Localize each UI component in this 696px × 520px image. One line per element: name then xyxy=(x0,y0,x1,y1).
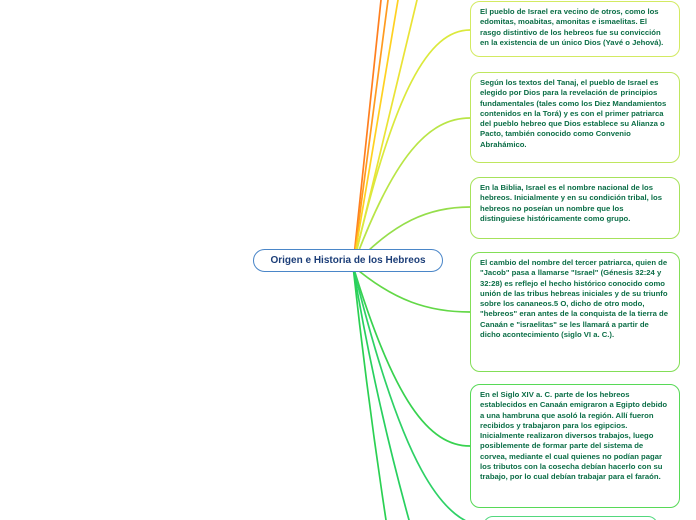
branch-node-2[interactable] xyxy=(470,72,680,163)
branch-node-2-text: Según los textos del Tanaj, el pueblo de Israel es elegido por Dios para la revelación de principios fundamentales (tales como los Diez Mandamientos contenidos en la Torá) y es con el primer patriarca del pueblo hebreo que Dios establece su Alianza o Pacto, también conocido como Convenio Abrahámico. xyxy=(480,78,667,149)
root-node[interactable] xyxy=(253,249,443,272)
connector-branch-1 xyxy=(353,30,470,266)
offscreen-branch-line xyxy=(353,0,388,266)
branch-node-3[interactable] xyxy=(470,177,680,239)
branch-node-1[interactable] xyxy=(470,1,680,57)
branch-node-6-partial[interactable] xyxy=(483,516,658,520)
branch-node-5-text: En el Siglo XIV a. C. parte de los hebreos establecidos en Canaán emigraron a Egipto debido a una hambruna que asoló la región. Allí fueron recibidos y trabajaron para los egipcios. Inicialmente realizaron diversos trabajos, luego posiblemente de formar parte del sistema de corvea, mediante el cual quienes no podían pagar los tributos con la cosecha debían hacerlo con su trabajo, por lo cual debían trabajar para el faraón. xyxy=(480,390,668,482)
connector-branch-5 xyxy=(353,266,470,446)
root-node-label: Origen e Historia de los Hebreos xyxy=(270,255,426,266)
offscreen-branch-line xyxy=(353,266,386,520)
branch-node-4[interactable] xyxy=(470,252,680,372)
offscreen-branch-line xyxy=(353,0,381,266)
offscreen-branch-line xyxy=(353,0,398,266)
branch-node-4-text: El cambio del nombre del tercer patriarca, quien de "Jacob" pasa a llamarse "Israel" (Génesis 32:24 y 32:28) es reflejo el hecho histórico conocido como unión de las tribus hebreas iniciales y de su triunfo sobre los cananeos.5 O, dicho de otro modo, "hebreos" eran antes de la conquista de la tierra de Canaán e "israelitas" se les llamará a partir de dicho acontecimiento (siglo VI a. C.). xyxy=(480,258,669,340)
connector-branch-4 xyxy=(353,266,470,312)
branch-node-5[interactable] xyxy=(470,384,680,508)
branch-node-3-text: En la Biblia, Israel es el nombre nacional de los hebreos. Inicialmente y en su condición tribal, los hebreos no poseían un nombre que los distinguiese históricamente como grupo. xyxy=(480,183,662,223)
branch-node-1-text: El pueblo de Israel era vecino de otros, como los edomitas, moabitas, amonitas e ismaelitas. El rasgo distintivo de los hebreos fue su convicción en la existencia de un único Dios (Yavé o Jehová). xyxy=(480,7,664,47)
